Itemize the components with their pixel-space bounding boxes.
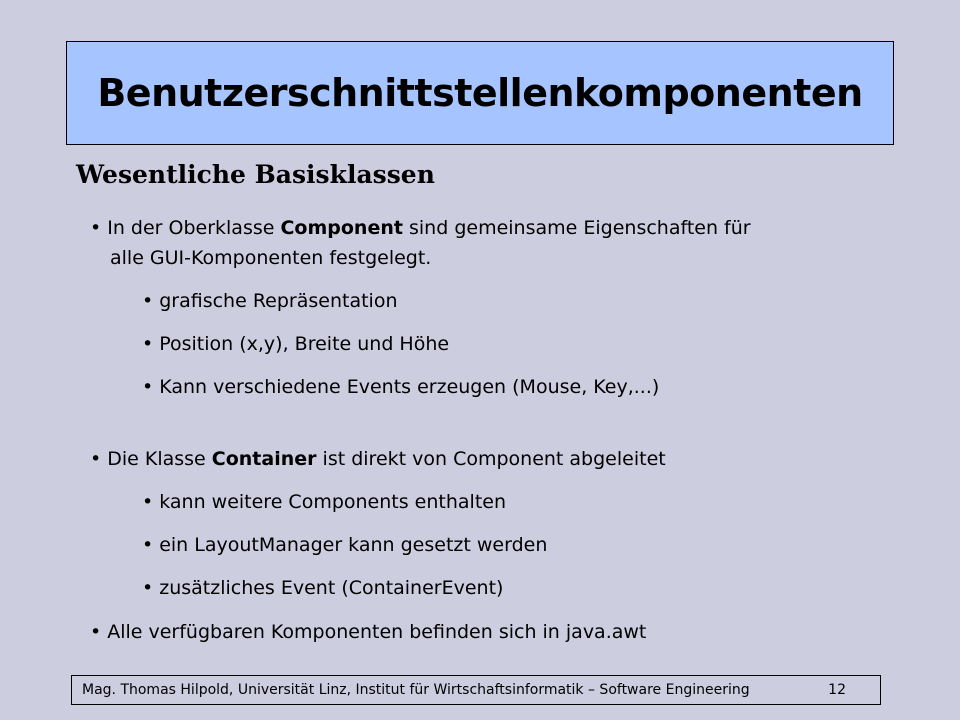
bullet-dot: •	[142, 290, 154, 312]
bullet-text-post: ist direkt von Component abgeleitet	[316, 448, 666, 470]
slide-title: Benutzerschnittstellenkomponenten	[97, 71, 863, 115]
sub-bullet	[142, 289, 398, 313]
page-number: 12	[828, 682, 846, 698]
bullet-text-bold: Component	[280, 217, 403, 239]
sub-bullet-text: zusätzliches Event (ContainerEvent)	[159, 577, 504, 599]
sub-bullet-text: Kann verschiedene Events erzeugen (Mouse, Key,...)	[159, 376, 660, 398]
bullet-container	[90, 447, 666, 471]
bullet-last	[90, 620, 646, 644]
sub-bullet-text: Position (x,y), Breite und Höhe	[159, 333, 450, 355]
title-box	[66, 41, 894, 145]
bullet-dot: •	[142, 577, 154, 599]
bullet-text-pre: In der Oberklasse	[107, 217, 281, 239]
sub-bullet	[142, 375, 659, 399]
bullet-dot: •	[90, 621, 102, 643]
bullet-component-continuation: alle GUI-Komponenten festgelegt.	[110, 247, 432, 269]
sub-bullet-text: ein LayoutManager kann gesetzt werden	[159, 534, 548, 556]
bullet-text-post: sind gemeinsame Eigenschaften für	[402, 217, 751, 239]
bullet-dot: •	[90, 448, 102, 470]
bullet-text: Alle verfügbaren Komponenten befinden sich in java.awt	[107, 621, 647, 643]
sub-bullet	[142, 332, 449, 356]
bullet-component	[90, 216, 751, 240]
sub-bullet	[142, 576, 503, 600]
slide-subtitle: Wesentliche Basisklassen	[76, 160, 435, 189]
bullet-dot: •	[90, 217, 102, 239]
sub-bullet	[142, 533, 547, 557]
bullet-text-pre: Die Klasse	[107, 448, 212, 470]
sub-bullet-text: grafische Repräsentation	[159, 290, 398, 312]
bullet-dot: •	[142, 376, 154, 398]
bullet-dot: •	[142, 333, 154, 355]
bullet-dot: •	[142, 534, 154, 556]
sub-bullet	[142, 490, 506, 514]
sub-bullet-text: kann weitere Components enthalten	[159, 491, 506, 513]
footer-text: Mag. Thomas Hilpold, Universität Linz, Institut für Wirtschaftsinformatik – Software Engineering	[82, 682, 750, 698]
bullet-text-bold: Container	[211, 448, 317, 470]
footer	[71, 675, 881, 705]
bullet-dot: •	[142, 491, 154, 513]
